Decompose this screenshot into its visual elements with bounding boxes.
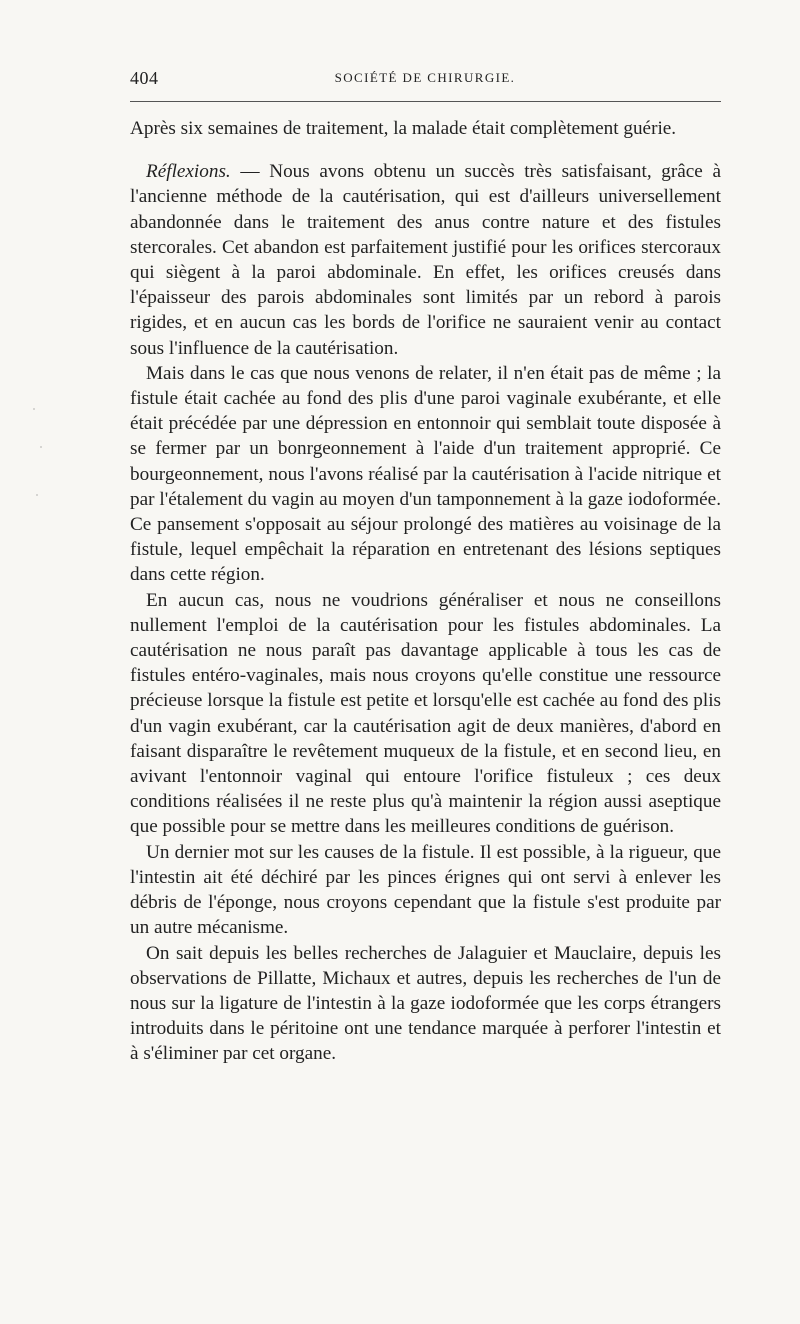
paragraph-text: En aucun cas, nous ne voudrions généraliser et nous ne conseillons nullement l'emploi de la cautérisation pour les fistules abdominales. La cautérisation ne nous paraît pas davantage applicable à tous les cas de fistules entéro-vaginales, mais nous croyons qu'elle constitue une ressource précieuse lorsque la fistule est petite et lorsqu'elle est cachée au fond des plis d'un vagin exubérant, car la cautérisation agit de deux manières, d'abord en faisant disparaître le revêtement muqueux de la fistule, et en second lieu, en avivant l'entonnoir vaginal qui entoure l'orifice fistuleux ; ces deux conditions réalisées il ne reste plus qu'à maintenir la région aussi aseptique que possible pour se mettre dans les meilleures conditions de guérison. <box>130 589 721 838</box>
page-number: 404 <box>130 68 159 88</box>
paragraph-causes <box>130 840 721 941</box>
paper-speck <box>33 408 35 410</box>
section-lead: Réflexions. <box>146 161 231 183</box>
paragraph-text: Après six semaines de traitement, la malade était complètement guérie. <box>130 118 677 139</box>
page-header <box>130 68 720 92</box>
header-rule <box>130 101 721 102</box>
paragraph-text: — Nous avons obtenu un succès très satisfaisant, grâce à l'ancienne méthode de la cautérisation, qui est d'ailleurs universellement abandonnée dans le traitement des anus contre nature et des fistules stercorales. Cet abandon est parfaitement justifié pour les orifices stercoraux qui siègent à la paroi abdominale. En effet, les orifices creusés dans l'épaisseur des parois abdominales sont limités par un rebord à parois rigides, et en aucun cas les bords de l'orifice ne sauraient venir au contact sous l'influence de la cautérisation. <box>130 161 721 359</box>
paragraph-case-discussion <box>130 361 721 588</box>
paragraph-conclusion <box>130 116 721 141</box>
paragraph-text: Un dernier mot sur les causes de la fistule. Il est possible, à la rigueur, que l'intestin ait été déchiré par les pinces érignes qui ont servi à enlever les débris de l'éponge, nous croyons cependant que la fistule s'est produite par un autre mécanisme. <box>130 841 721 939</box>
paragraph-generalisation <box>130 588 721 840</box>
paper-speck <box>36 494 38 496</box>
paragraph-reflexions <box>130 159 721 361</box>
body-text <box>130 116 721 1067</box>
paragraph-foreign-bodies <box>130 941 721 1067</box>
paper-speck <box>40 446 42 448</box>
paragraph-text: Mais dans le cas que nous venons de relater, il n'en était pas de même ; la fistule était cachée au fond des plis d'une paroi vaginale exubérante, et elle était précédée par une dépression en entonnoir qui semblait toute disposée à se fermer par un bonrgeonnement à l'aide d'un traitement approprié. Ce bourgeonnement, nous l'avons réalisé par la cautérisation à l'acide nitrique et par l'étalement du vagin au moyen d'un tamponnement à la gaze iodoformée. Ce pansement s'opposait au séjour prolongé des matières au voisinage de la fistule, lequel empêchait la réparation en entretenant des lésions septiques dans cette région. <box>130 362 721 586</box>
paragraph-text: On sait depuis les belles recherches de Jalaguier et Mauclaire, depuis les observations de Pillatte, Michaux et autres, depuis les recherches de l'un de nous sur la ligature de l'intestin à la gaze iodoformée que les corps étrangers introduits dans le péritoine ont une tendance marquée à perforer l'intestin et à s'éliminer par cet organe. <box>130 942 721 1065</box>
running-head: SOCIÉTÉ DE CHIRURGIE. <box>334 70 516 85</box>
